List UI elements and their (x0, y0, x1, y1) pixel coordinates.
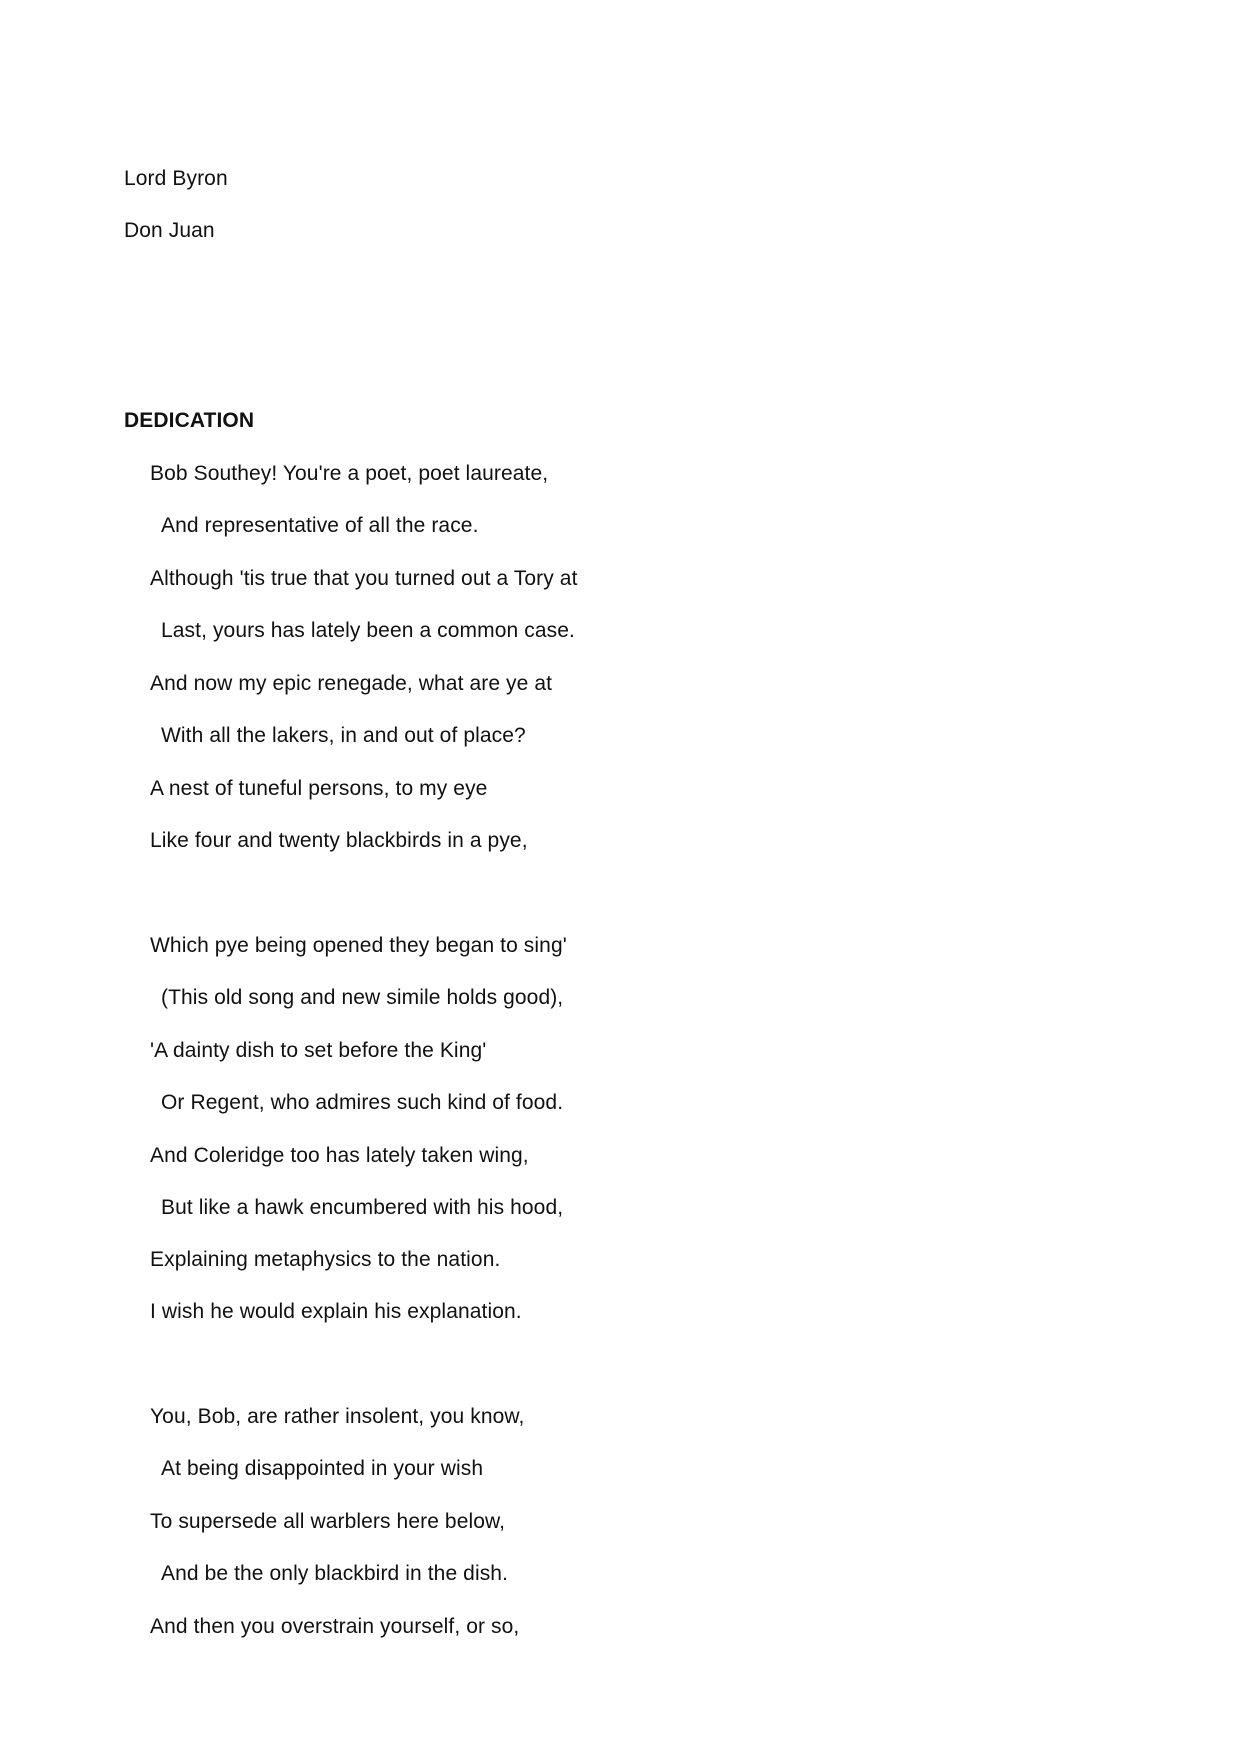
poem-line: (This old song and new simile holds good), (161, 986, 564, 1009)
poem-line: And representative of all the race. (161, 514, 479, 537)
poem-line: Bob Southey! You're a poet, poet laureate, (150, 462, 549, 485)
poem-line: Explaining metaphysics to the nation. (150, 1248, 501, 1271)
poem-line: 'A dainty dish to set before the King' (150, 1039, 487, 1062)
poem-line: And Coleridge too has lately taken wing, (150, 1144, 529, 1167)
poem-line: I wish he would explain his explanation. (150, 1300, 522, 1323)
poem-line: Although 'tis true that you turned out a Tory at (150, 567, 578, 590)
poem-line: And now my epic renegade, what are ye at (150, 672, 553, 695)
poem-line: And be the only blackbird in the dish. (161, 1562, 509, 1585)
poem-line: And then you overstrain yourself, or so, (150, 1615, 520, 1638)
poem-line: Last, yours has lately been a common case. (161, 619, 575, 642)
poem-line: Or Regent, who admires such kind of food. (161, 1091, 564, 1114)
poem-line: Which pye being opened they began to sing' (150, 934, 567, 957)
poem-line: But like a hawk encumbered with his hood, (161, 1196, 564, 1219)
poem-line: At being disappointed in your wish (161, 1457, 484, 1480)
work-title: Don Juan (124, 219, 215, 242)
section-heading: DEDICATION (124, 409, 255, 432)
author-name: Lord Byron (124, 167, 228, 190)
poem-line: With all the lakers, in and out of place? (161, 724, 526, 747)
poem-line: You, Bob, are rather insolent, you know, (150, 1405, 525, 1428)
poem-line: Like four and twenty blackbirds in a pye, (150, 829, 528, 852)
poem-line: To supersede all warblers here below, (150, 1510, 506, 1533)
poem-line: A nest of tuneful persons, to my eye (150, 777, 488, 800)
